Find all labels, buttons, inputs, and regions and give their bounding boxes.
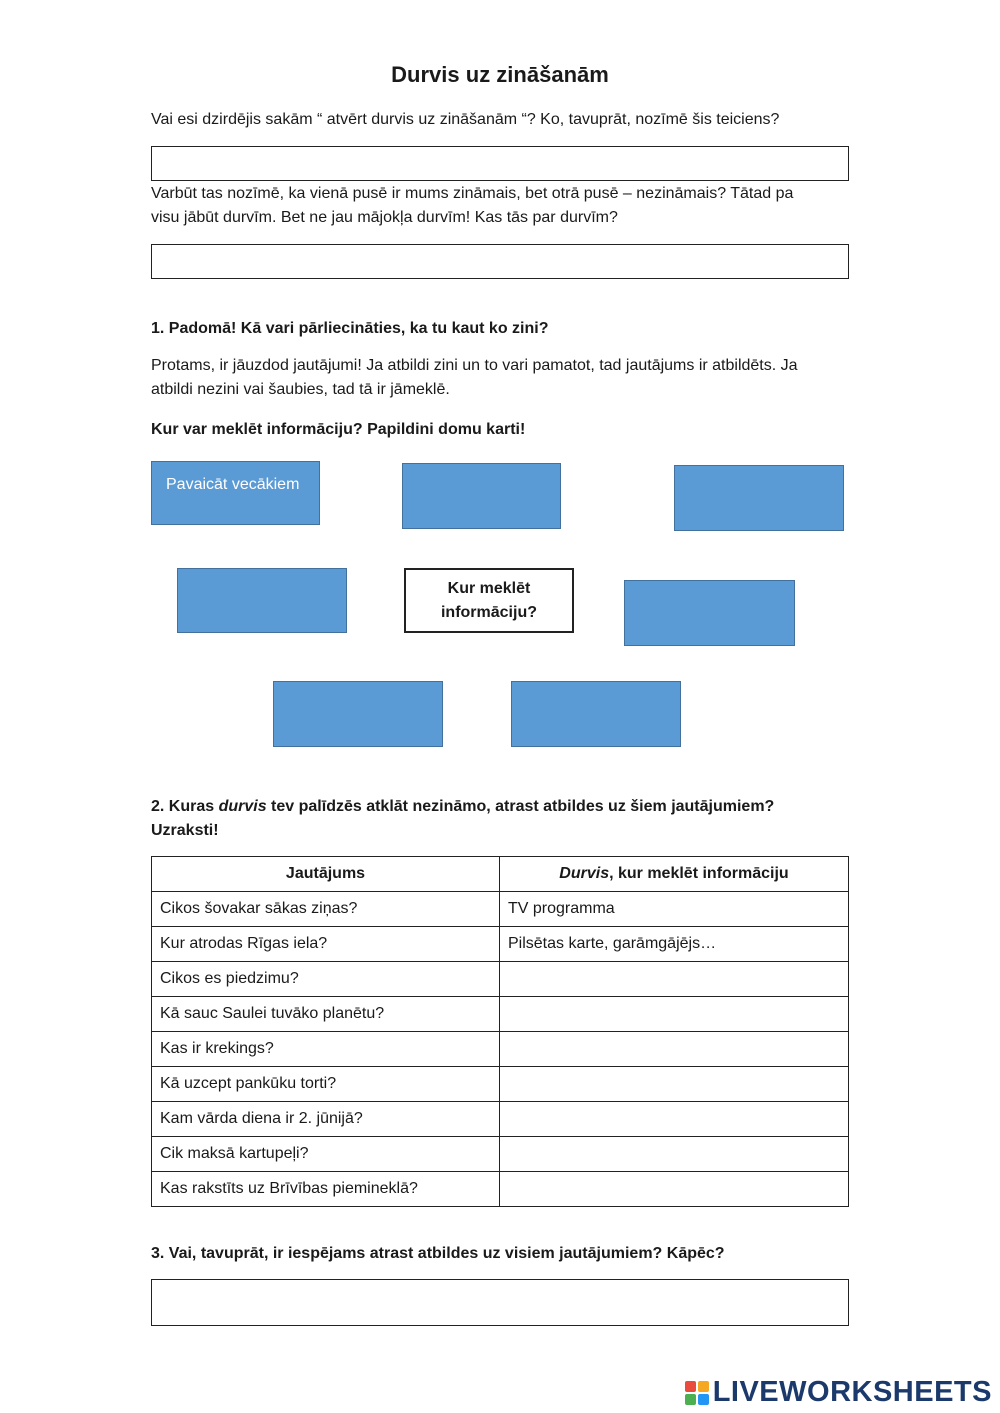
answer-cell[interactable] [500,1172,849,1207]
question-cell: Kur atrodas Rīgas iela? [152,927,500,962]
answer-cell: Pilsētas karte, garāmgājējs… [500,927,849,962]
col-header-question: Jautājums [152,857,500,892]
section2-heading [151,795,851,819]
table-header-row [152,857,849,892]
table-row [152,1137,849,1172]
logo-square-green [685,1394,696,1405]
logo-icon [685,1381,709,1405]
answer-field-1[interactable] [151,146,849,181]
table-row [152,1032,849,1067]
question-cell: Kas ir krekings? [152,1032,500,1067]
answer-cell[interactable] [500,1032,849,1067]
page-title: Durvis uz zināšanām [391,62,609,87]
question-cell: Cik maksā kartupeļi? [152,1137,500,1172]
intro-paragraph-line2: visu jābūt durvīm. Bet ne jau mājokļa durvīm! Kas tās par durvīm? [151,209,618,226]
mindmap-box-empty[interactable] [273,681,443,747]
col-header-source [500,857,849,892]
answer-cell[interactable] [500,1102,849,1137]
col-header-source-rest: , kur meklēt informāciju [609,865,789,882]
mindmap-box-empty[interactable] [624,580,795,646]
mindmap-center-line1: Kur meklēt [447,579,531,597]
section1-text-line2: atbildi nezini vai šaubies, tad tā ir jāmeklē. [151,381,450,398]
mindmap-box-empty[interactable] [402,463,561,529]
mindmap-center [404,568,574,633]
mindmap-center-line2: informāciju? [440,603,537,621]
col-header-source-italic: Durvis [559,865,610,882]
intro-question: Vai esi dzirdējis sakām “ atvērt durvis uz zināšanām “? Ko, tavuprāt, nozīmē šis teiciens? [151,111,780,128]
table-row [152,1067,849,1102]
mindmap-box-empty[interactable] [177,568,347,633]
table-row [152,1172,849,1207]
section2-heading-suffix: tev palīdzēs atklāt nezināmo, atrast atbildes uz šiem jautājumiem? [266,798,775,815]
section2-heading-prefix: 2. Kuras [151,798,219,815]
table-row [152,997,849,1032]
answer-cell: TV programma [500,892,849,927]
answer-field-3[interactable] [151,1279,849,1326]
mindmap-box-empty[interactable] [511,681,681,747]
table-row [152,1102,849,1137]
logo-square-blue [698,1394,709,1405]
answer-field-2[interactable] [151,244,849,279]
section1-heading: 1. Padomā! Kā vari pārliecināties, ka tu kaut ko zini? [151,320,549,337]
question-cell: Kā sauc Saulei tuvāko planētu? [152,997,500,1032]
question-cell: Kā uzcept pankūku torti? [152,1067,500,1102]
section2-heading-italic: durvis [218,798,267,815]
answer-cell[interactable] [500,962,849,997]
table-row [152,962,849,997]
section3-heading: 3. Vai, tavuprāt, ir iespējams atrast atbildes uz visiem jautājumiem? Kāpēc? [151,1245,725,1262]
answer-cell[interactable] [500,1137,849,1172]
table-row [152,927,849,962]
section2-heading-line2: Uzraksti! [151,822,219,839]
question-cell: Cikos es piedzimu? [152,962,500,997]
table-row [152,892,849,927]
question-cell: Kam vārda diena ir 2. jūnijā? [152,1102,500,1137]
questions-table [151,856,849,1207]
question-cell: Kas rakstīts uz Brīvības piemineklā? [152,1172,500,1207]
answer-cell[interactable] [500,1067,849,1102]
brand-name: LIVEWORKSHEETS [712,1376,992,1408]
mindmap-prompt: Kur var meklēt informāciju? Papildini domu karti! [151,421,526,438]
mindmap-box-empty[interactable] [674,465,844,531]
intro-paragraph-line1: Varbūt tas nozīmē, ka vienā pusē ir mums zināmais, bet otrā pusē – nezināmais? Tātad pa [151,185,794,202]
answer-cell[interactable] [500,997,849,1032]
logo-square-orange [698,1381,709,1392]
mindmap-box-example: Pavaicāt vecākiem [151,461,320,525]
liveworksheets-logo [685,1376,992,1409]
question-cell: Cikos šovakar sākas ziņas? [152,892,500,927]
logo-square-red [685,1381,696,1392]
section1-text-line1: Protams, ir jāuzdod jautājumi! Ja atbildi zini un to vari pamatot, tad jautājums ir atbildēts. Ja [151,357,798,374]
